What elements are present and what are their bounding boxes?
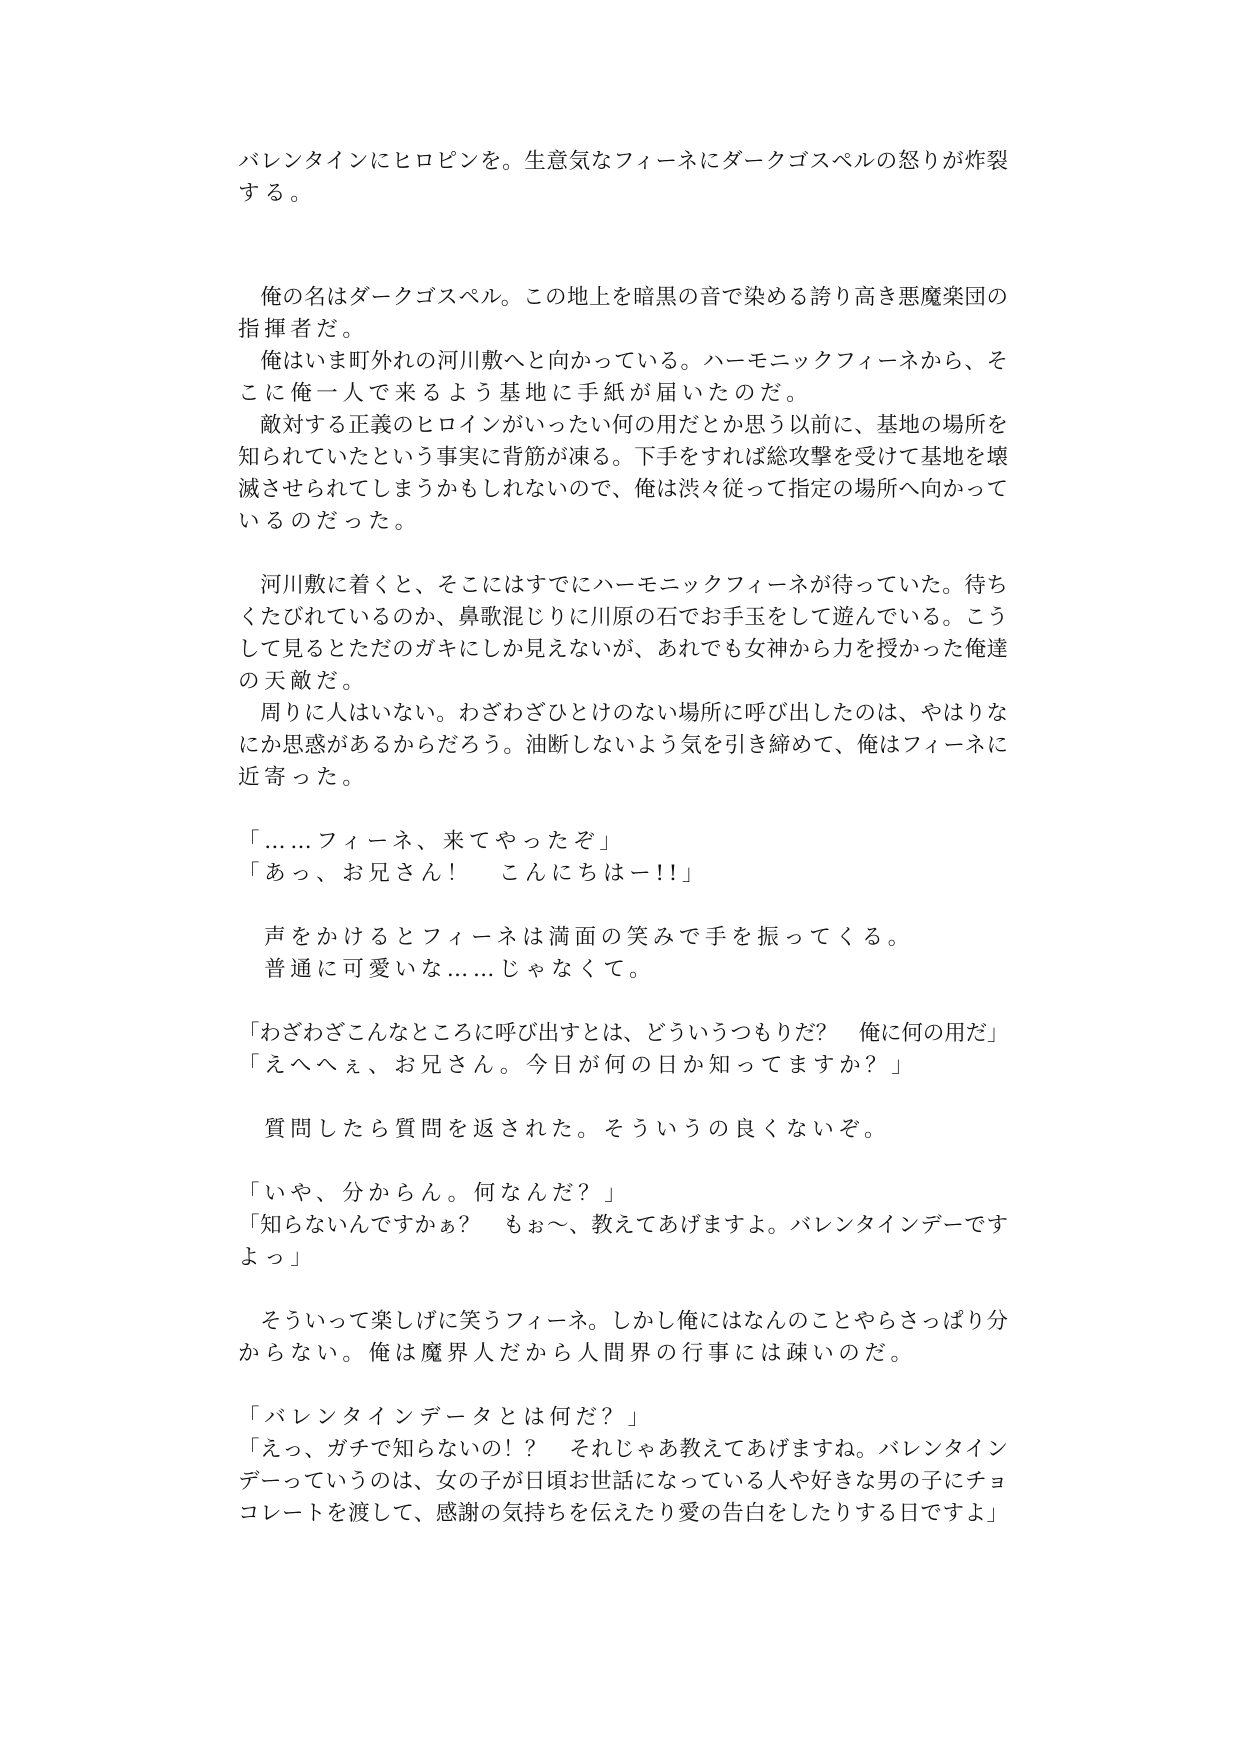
- body-line: 俺はいま町外れの河川敷へと向かっている。ハーモニックフィーネから、そ: [238, 349, 1008, 374]
- body-line: して見るとただのガキにしか見えないが、あれでも女神から力を授かった俺達: [238, 637, 1008, 662]
- body-line: にか思惑があるからだろう。油断しないよう気を引き締めて、俺はフィーネに: [238, 733, 1008, 758]
- body-line: 周りに人はいない。わざわざひとけのない場所に呼び出したのは、やはりな: [238, 701, 1008, 726]
- body-line: そういって楽しげに笑うフィーネ。しかし俺にはなんのことやらさっぱり分: [238, 1309, 1008, 1334]
- dialogue-line: 「えっ、ガチで知らないの！？ それじゃあ教えてあげますね。バレンタイン: [238, 1437, 1008, 1462]
- body-line: 俺の名はダークゴスペル。この地上を暗黒の音で染める誇り高き悪魔楽団の: [238, 285, 1008, 310]
- body-line: 河川敷に着くと、そこにはすでにハーモニックフィーネが待っていた。待ち: [238, 573, 1008, 598]
- dialogue-line: 「わざわざこんなところに呼び出すとは、どういうつもりだ？ 俺に何の用だ」: [238, 1021, 1008, 1046]
- body-line: の天敵だ。: [238, 669, 369, 694]
- body-line: からない。俺は魔界人だから人間界の行事には疎いのだ。: [238, 1341, 917, 1366]
- body-line: 普通に可愛いな……じゃなくて。: [238, 957, 656, 982]
- dialogue-line: よっ」: [238, 1245, 317, 1270]
- synopsis-line-1: バレンタインにヒロピンを。生意気なフィーネにダークゴスペルの怒りが炸裂: [238, 149, 1008, 174]
- body-line: 知られていたという事実に背筋が凍る。下手をすれば総攻撃を受けて基地を壊: [238, 445, 1008, 470]
- body-line: いるのだった。: [238, 509, 421, 534]
- body-line: 近寄った。: [238, 765, 369, 790]
- dialogue-line: 「……フィーネ、来てやったぞ」: [238, 829, 626, 854]
- body-line: こに俺一人で来るよう基地に手紙が届いたのだ。: [238, 381, 813, 406]
- body-line: 質問したら質問を返された。そういうの良くないぞ。: [238, 1117, 891, 1142]
- novel-page: [238, 0, 1008, 1754]
- body-line: 滅させられてしまうかもしれないので、俺は渋々従って指定の場所へ向かって: [238, 477, 1008, 502]
- body-line: 指揮者だ。: [238, 317, 369, 342]
- dialogue-line: 「知らないんですかぁ？ もぉ～、教えてあげますよ。バレンタインデーです: [238, 1213, 1008, 1238]
- body-line: くたびれているのか、鼻歌混じりに川原の石でお手玉をして遊んでいる。こう: [238, 605, 1008, 630]
- body-line: 声をかけるとフィーネは満面の笑みで手を振ってくる。: [238, 925, 914, 950]
- dialogue-line: デーっていうのは、女の子が日頃お世話になっている人や好きな男の子にチョ: [238, 1469, 1008, 1494]
- dialogue-line: 「バレンタインデータとは何だ？」: [238, 1405, 654, 1430]
- dialogue-line: 「えへへぇ、お兄さん。今日が何の日か知ってますか？」: [238, 1053, 918, 1078]
- dialogue-line: コレートを渡して、感謝の気持ちを伝えたり愛の告白をしたりする日ですよ」: [238, 1501, 1008, 1526]
- dialogue-line: 「あっ、お兄さん！ こんにちはー!!」: [238, 861, 708, 886]
- synopsis-line-2: する。: [238, 181, 317, 206]
- body-line: 敵対する正義のヒロインがいったい何の用だとか思う以前に、基地の場所を: [238, 413, 1008, 438]
- dialogue-line: 「いや、分からん。何なんだ？」: [238, 1181, 631, 1206]
